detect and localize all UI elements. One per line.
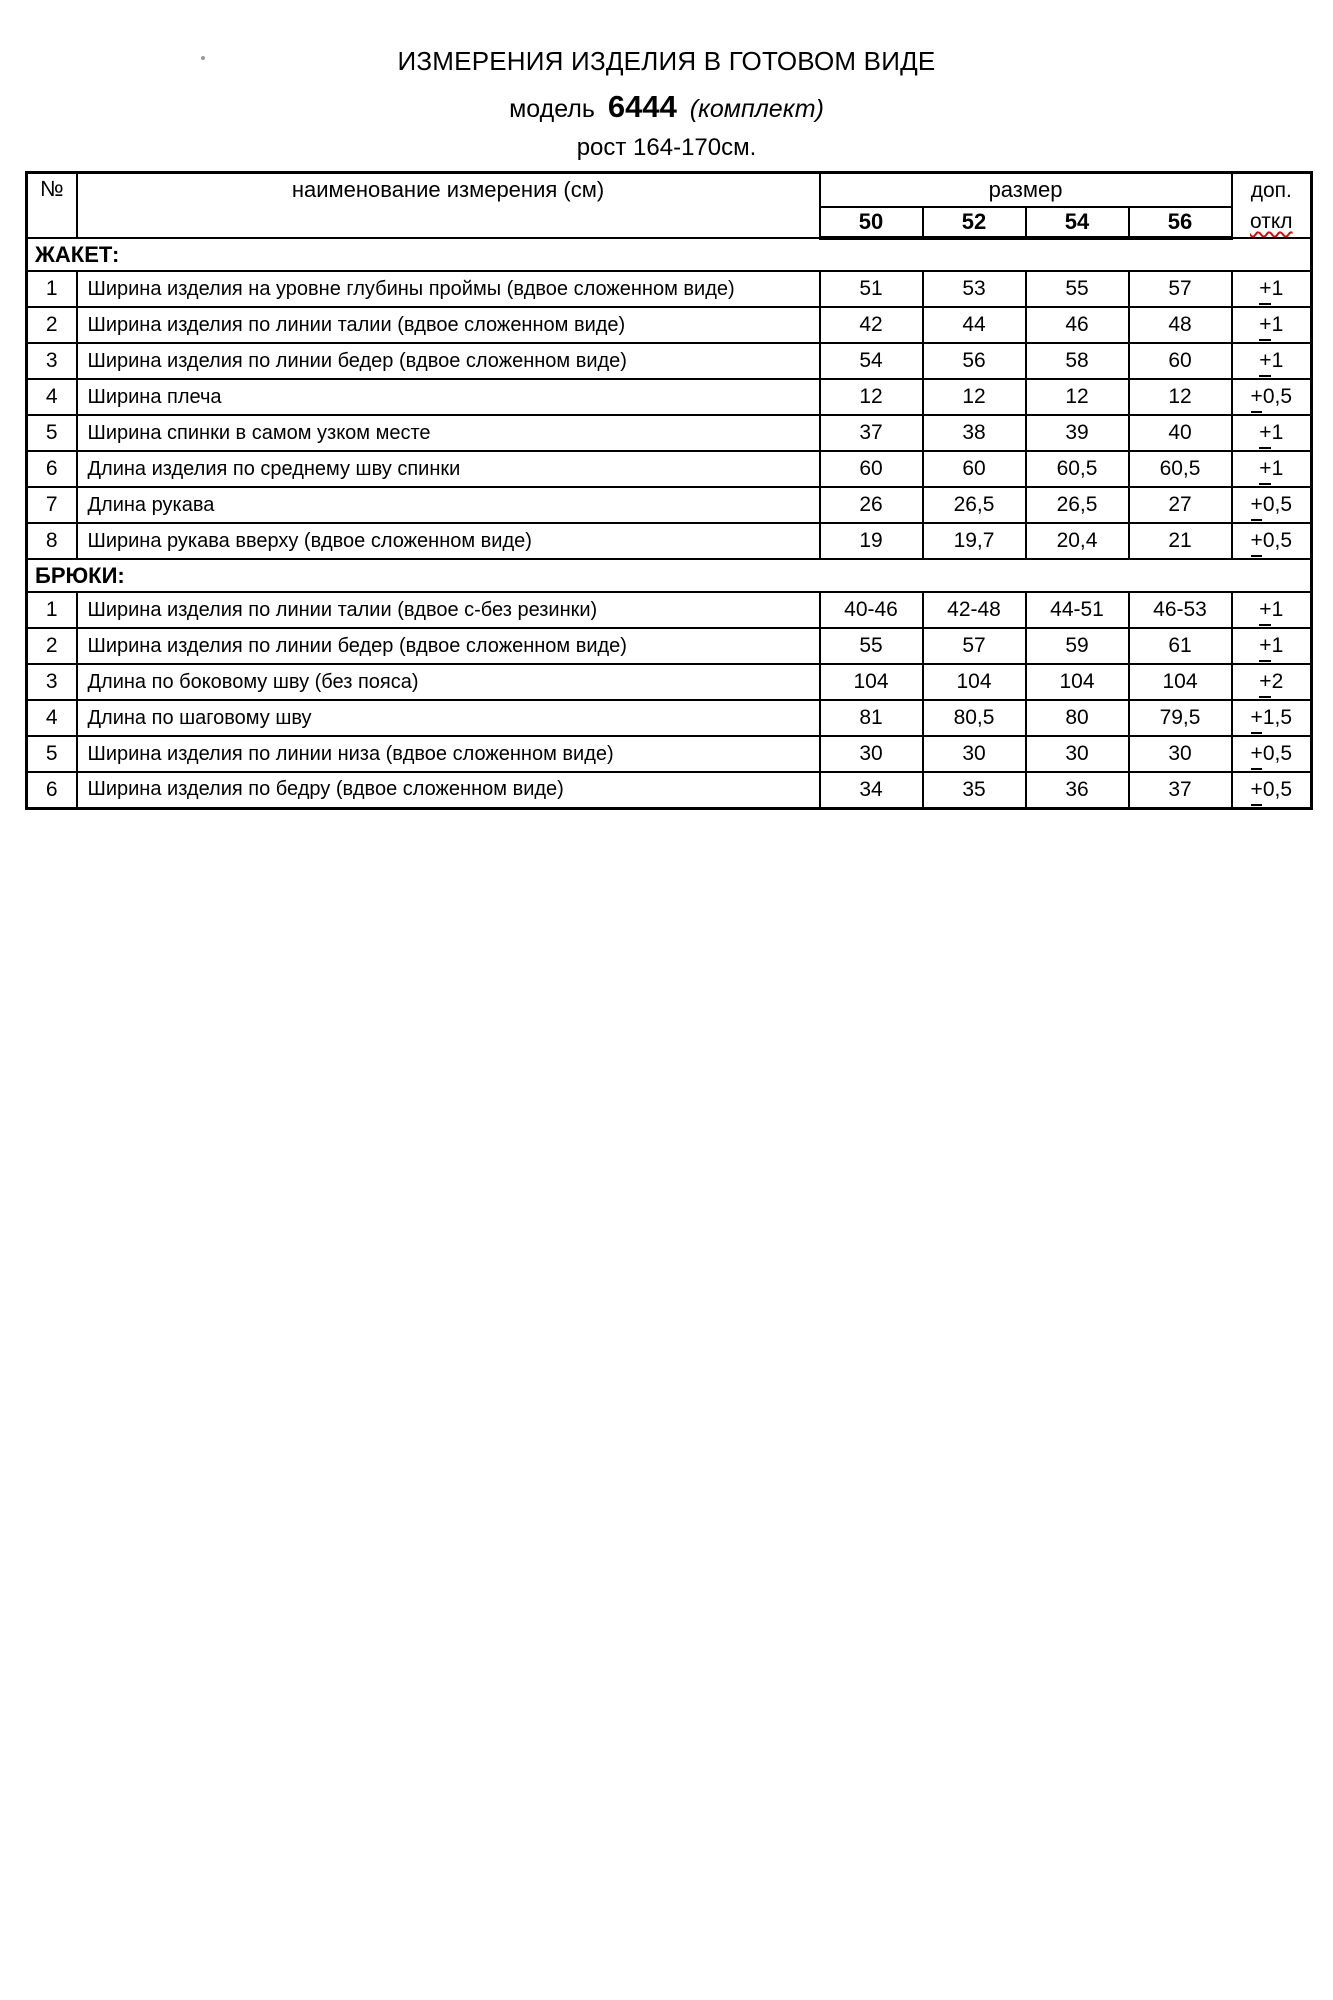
size-header-54: 54 bbox=[1026, 207, 1129, 238]
plus-minus-sign: + bbox=[1259, 634, 1272, 657]
size-value-cell: 30 bbox=[923, 736, 1026, 772]
size-header-56: 56 bbox=[1129, 207, 1232, 238]
measurement-name-cell: Ширина плеча bbox=[77, 379, 820, 415]
measurement-row bbox=[27, 700, 1312, 736]
plus-minus-sign: + bbox=[1250, 493, 1263, 516]
plus-minus-sign: + bbox=[1259, 457, 1272, 480]
measurement-name-cell: Длина изделия по среднему шву спинки bbox=[77, 451, 820, 487]
plus-minus-sign: + bbox=[1250, 742, 1263, 765]
size-value-cell: 48 bbox=[1129, 307, 1232, 343]
size-value-cell: 60 bbox=[1129, 343, 1232, 379]
tolerance-cell: +1 bbox=[1232, 415, 1312, 451]
size-value-cell: 58 bbox=[1026, 343, 1129, 379]
measurement-row bbox=[27, 343, 1312, 379]
size-value-cell: 53 bbox=[923, 271, 1026, 307]
measurement-row bbox=[27, 451, 1312, 487]
measurement-row bbox=[27, 415, 1312, 451]
section-header-row bbox=[27, 238, 1312, 271]
tolerance-cell: +1 bbox=[1232, 451, 1312, 487]
tolerance-header-word: откл bbox=[1250, 210, 1293, 233]
row-number-cell: 1 bbox=[27, 271, 77, 307]
plus-minus-sign: + bbox=[1259, 349, 1272, 372]
number-column-header: № bbox=[27, 173, 77, 239]
measurement-name-cell: Ширина изделия по линии низа (вдвое сложенном виде) bbox=[77, 736, 820, 772]
plus-minus-sign: + bbox=[1259, 598, 1272, 621]
size-value-cell: 30 bbox=[1129, 736, 1232, 772]
row-number-cell: 8 bbox=[27, 523, 77, 559]
measurement-row bbox=[27, 592, 1312, 628]
row-number-cell: 4 bbox=[27, 700, 77, 736]
size-value-cell: 104 bbox=[1026, 664, 1129, 700]
size-value-cell: 55 bbox=[820, 628, 923, 664]
size-value-cell: 34 bbox=[820, 772, 923, 808]
plus-minus-sign: + bbox=[1250, 385, 1263, 408]
size-value-cell: 21 bbox=[1129, 523, 1232, 559]
row-number-cell: 6 bbox=[27, 772, 77, 808]
tolerance-cell: +0,5 bbox=[1232, 487, 1312, 523]
size-value-cell: 19,7 bbox=[923, 523, 1026, 559]
size-value-cell: 30 bbox=[820, 736, 923, 772]
measurements-table bbox=[25, 171, 1313, 810]
measurement-row bbox=[27, 307, 1312, 343]
size-value-cell: 40-46 bbox=[820, 592, 923, 628]
size-value-cell: 20,4 bbox=[1026, 523, 1129, 559]
measurement-name-cell: Ширина изделия по линии бедер (вдвое сложенном виде) bbox=[77, 343, 820, 379]
section-label: ЖАКЕТ: bbox=[27, 238, 1312, 271]
row-number-cell: 3 bbox=[27, 343, 77, 379]
size-value-cell: 56 bbox=[923, 343, 1026, 379]
row-number-cell: 5 bbox=[27, 736, 77, 772]
measurement-name-cell: Длина по шаговому шву bbox=[77, 700, 820, 736]
size-value-cell: 19 bbox=[820, 523, 923, 559]
size-group-header: размер bbox=[820, 173, 1232, 207]
size-value-cell: 59 bbox=[1026, 628, 1129, 664]
plus-minus-sign: + bbox=[1259, 421, 1272, 444]
measurements-table-body bbox=[27, 238, 1312, 808]
tolerance-cell: +1 bbox=[1232, 271, 1312, 307]
measurement-name-cell: Ширина спинки в самом узком месте bbox=[77, 415, 820, 451]
size-value-cell: 36 bbox=[1026, 772, 1129, 808]
tolerance-cell: +1 bbox=[1232, 343, 1312, 379]
measurement-name-cell: Ширина изделия по линии бедер (вдвое сложенном виде) bbox=[77, 628, 820, 664]
size-value-cell: 46-53 bbox=[1129, 592, 1232, 628]
plus-minus-sign: + bbox=[1250, 777, 1263, 801]
measurement-name-cell: Ширина изделия на уровне глубины проймы (вдвое сложенном виде) bbox=[77, 271, 820, 307]
size-value-cell: 12 bbox=[820, 379, 923, 415]
model-line bbox=[0, 89, 1333, 125]
tolerance-cell: +0,5 bbox=[1232, 772, 1312, 808]
size-value-cell: 61 bbox=[1129, 628, 1232, 664]
measurement-name-cell: Длина по боковому шву (без пояса) bbox=[77, 664, 820, 700]
tolerance-column-header bbox=[1232, 173, 1312, 239]
measurement-name-cell: Ширина рукава вверху (вдвое сложенном виде) bbox=[77, 523, 820, 559]
speck-dot bbox=[201, 56, 205, 60]
size-value-cell: 104 bbox=[1129, 664, 1232, 700]
section-header-row bbox=[27, 559, 1312, 592]
row-number-cell: 2 bbox=[27, 307, 77, 343]
size-value-cell: 12 bbox=[1026, 379, 1129, 415]
size-value-cell: 12 bbox=[1129, 379, 1232, 415]
size-header-50: 50 bbox=[820, 207, 923, 238]
tolerance-cell: +0,5 bbox=[1232, 523, 1312, 559]
plus-minus-sign: + bbox=[1259, 670, 1272, 693]
tolerance-cell: +1 bbox=[1232, 628, 1312, 664]
size-value-cell: 35 bbox=[923, 772, 1026, 808]
size-value-cell: 57 bbox=[1129, 271, 1232, 307]
row-number-cell: 7 bbox=[27, 487, 77, 523]
model-number: 6444 bbox=[607, 89, 677, 124]
measurement-row bbox=[27, 772, 1312, 808]
measurement-name-cell: Ширина изделия по линии талии (вдвое сложенном виде) bbox=[77, 307, 820, 343]
size-value-cell: 60 bbox=[923, 451, 1026, 487]
size-value-cell: 80 bbox=[1026, 700, 1129, 736]
tolerance-cell: +0,5 bbox=[1232, 379, 1312, 415]
size-value-cell: 79,5 bbox=[1129, 700, 1232, 736]
size-value-cell: 44 bbox=[923, 307, 1026, 343]
size-value-cell: 60,5 bbox=[1129, 451, 1232, 487]
page-title: ИЗМЕРЕНИЯ ИЗДЕЛИЯ В ГОТОВОМ ВИДЕ bbox=[397, 46, 936, 76]
size-value-cell: 26,5 bbox=[923, 487, 1026, 523]
size-value-cell: 12 bbox=[923, 379, 1026, 415]
plus-minus-sign: + bbox=[1259, 313, 1272, 336]
size-value-cell: 30 bbox=[1026, 736, 1129, 772]
size-value-cell: 46 bbox=[1026, 307, 1129, 343]
tolerance-header-line2 bbox=[1233, 207, 1311, 237]
measurement-name-cell: Длина рукава bbox=[77, 487, 820, 523]
tolerance-cell: +0,5 bbox=[1232, 736, 1312, 772]
size-value-cell: 40 bbox=[1129, 415, 1232, 451]
model-label: модель bbox=[509, 95, 595, 123]
size-value-cell: 37 bbox=[1129, 772, 1232, 808]
tolerance-cell: +1 bbox=[1232, 592, 1312, 628]
size-value-cell: 57 bbox=[923, 628, 1026, 664]
plus-minus-sign: + bbox=[1250, 529, 1263, 552]
size-value-cell: 81 bbox=[820, 700, 923, 736]
measurement-row bbox=[27, 487, 1312, 523]
size-value-cell: 26 bbox=[820, 487, 923, 523]
size-value-cell: 39 bbox=[1026, 415, 1129, 451]
row-number-cell: 1 bbox=[27, 592, 77, 628]
row-number-cell: 3 bbox=[27, 664, 77, 700]
tolerance-cell: +2 bbox=[1232, 664, 1312, 700]
measurement-row bbox=[27, 628, 1312, 664]
measurement-row bbox=[27, 523, 1312, 559]
row-number-cell: 6 bbox=[27, 451, 77, 487]
plus-minus-sign: + bbox=[1259, 277, 1272, 300]
size-value-cell: 104 bbox=[820, 664, 923, 700]
tolerance-header-line1: доп. bbox=[1250, 178, 1292, 202]
row-number-cell: 2 bbox=[27, 628, 77, 664]
tolerance-cell: +1,5 bbox=[1232, 700, 1312, 736]
height-range: рост 164-170см. bbox=[576, 134, 757, 161]
size-value-cell: 27 bbox=[1129, 487, 1232, 523]
measurement-name-cell: Ширина изделия по бедру (вдвое сложенном виде) bbox=[77, 772, 820, 808]
header-row-1 bbox=[27, 173, 1312, 207]
size-value-cell: 38 bbox=[923, 415, 1026, 451]
measurement-name-cell: Ширина изделия по линии талии (вдвое с-без резинки) bbox=[77, 592, 820, 628]
row-number-cell: 5 bbox=[27, 415, 77, 451]
size-value-cell: 60,5 bbox=[1026, 451, 1129, 487]
measurement-row bbox=[27, 736, 1312, 772]
section-label: БРЮКИ: bbox=[27, 559, 1312, 592]
model-suffix: (комплект) bbox=[689, 95, 824, 123]
size-value-cell: 37 bbox=[820, 415, 923, 451]
size-value-cell: 51 bbox=[820, 271, 923, 307]
measurement-row bbox=[27, 379, 1312, 415]
title-block bbox=[0, 0, 1333, 162]
size-value-cell: 42-48 bbox=[923, 592, 1026, 628]
size-value-cell: 44-51 bbox=[1026, 592, 1129, 628]
size-value-cell: 54 bbox=[820, 343, 923, 379]
size-value-cell: 60 bbox=[820, 451, 923, 487]
size-value-cell: 42 bbox=[820, 307, 923, 343]
row-number-cell: 4 bbox=[27, 379, 77, 415]
size-value-cell: 26,5 bbox=[1026, 487, 1129, 523]
size-value-cell: 104 bbox=[923, 664, 1026, 700]
size-value-cell: 80,5 bbox=[923, 700, 1026, 736]
name-column-header: наименование измерения (см) bbox=[77, 173, 820, 239]
table-header bbox=[27, 173, 1312, 239]
size-value-cell: 55 bbox=[1026, 271, 1129, 307]
measurement-row bbox=[27, 271, 1312, 307]
plus-minus-sign: + bbox=[1250, 706, 1263, 729]
tolerance-cell: +1 bbox=[1232, 307, 1312, 343]
measurement-row bbox=[27, 664, 1312, 700]
size-header-52: 52 bbox=[923, 207, 1026, 238]
